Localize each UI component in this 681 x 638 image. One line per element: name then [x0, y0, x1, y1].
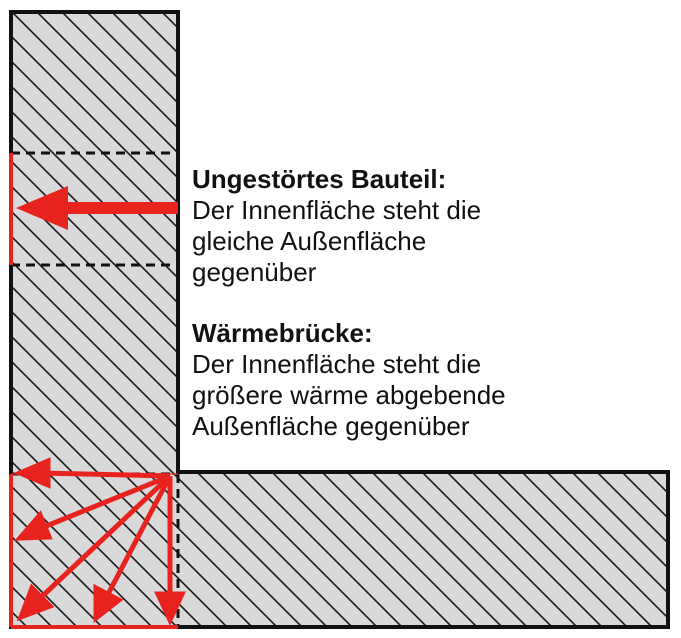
hatch-line: [675, 0, 681, 638]
undisturbed-description: [192, 164, 481, 288]
thermal-bridge-line-1: Der Innenfläche steht die: [192, 349, 482, 379]
thermal-bridge-heading: Wärmebrücke:: [192, 318, 373, 348]
undisturbed-heading: Ungestörtes Bauteil:: [192, 164, 447, 194]
undisturbed-line-3: gegenüber: [192, 257, 317, 287]
bridge-arrow-left: [40, 473, 170, 476]
undisturbed-line-1: Der Innenfläche steht die: [192, 195, 482, 225]
thermal-bridge-line-2: größere wärme abgebende: [192, 380, 506, 410]
thermal-bridge-description: [192, 318, 506, 442]
undisturbed-line-2: gleiche Außenfläche: [192, 226, 427, 256]
thermal-bridge-line-3: Außenfläche gegenüber: [192, 411, 470, 441]
